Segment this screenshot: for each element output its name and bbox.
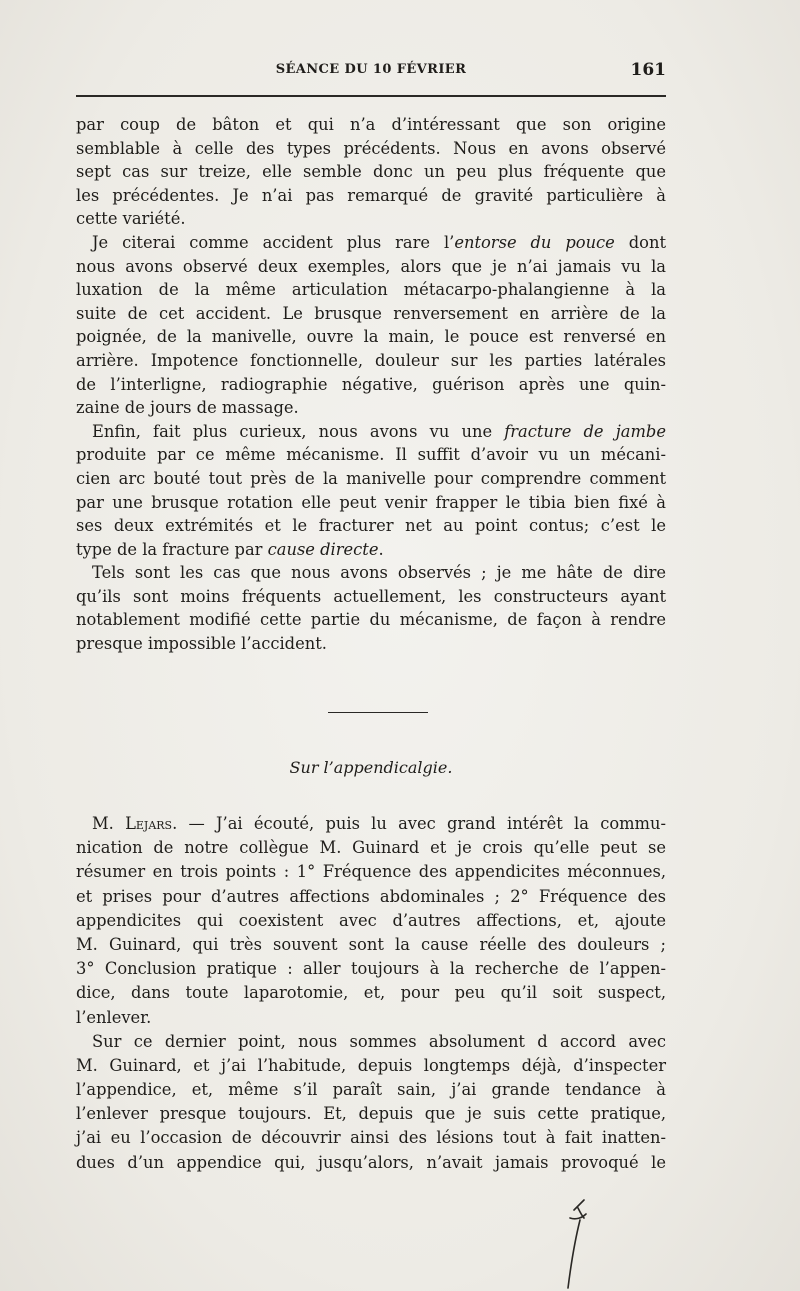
text-line: qu’ils sont moins fréquents actuellement, les constructeurs ayant (76, 586, 666, 606)
text-line: cien arc bouté tout près de la manivelle pour comprendre comment (76, 468, 666, 488)
text-line: M. Guinard, et j’ai l’habitude, depuis longtemps déjà, d’inspecter (76, 1055, 666, 1075)
text-line: arrière. Impotence fonctionnelle, douleur sur les parties latérales (76, 350, 666, 370)
text-line: ses deux extrémités et le fracturer net au point contus; c’est le (76, 516, 666, 536)
handwritten-mark (556, 1196, 596, 1291)
text-line: poignée, de la manivelle, ouvre la main, le pouce est renversé en (76, 327, 666, 347)
text-line (76, 538, 666, 562)
text-block-accidents (76, 113, 666, 656)
speaker-name: Lejars (125, 814, 173, 833)
section-separator (328, 712, 428, 713)
text-line: dues d’un appendice qui, jusqu’alors, n’avait jamais provoqué le (76, 1152, 666, 1172)
text-line: appendicites qui coexistent avec d’autres affections, et, ajoute (76, 910, 666, 930)
text-line: et prises pour d’autres affections abdominales ; 2° Fréquence des (76, 886, 666, 906)
text-line: par une brusque rotation elle peut venir frapper le tibia bien fixé à (76, 492, 666, 512)
emphasis-fracture-de-jambe: fracture de jambe (504, 421, 666, 441)
text-run: . (378, 539, 384, 559)
text-run: Je citerai comme accident plus rare l’ (92, 232, 455, 252)
text-line: sept cas sur treize, elle semble donc un peu plus fréquente que (76, 162, 666, 182)
text-line: suite de cet accident. Le brusque renversement en arrière de la (76, 303, 666, 323)
text-line: Sur ce dernier point, nous sommes absolument d accord avec (92, 1031, 666, 1051)
text-line (76, 231, 666, 255)
header-rule (76, 95, 666, 97)
text-run: type de la fracture par (76, 539, 268, 559)
text-line: semblable à celle des types précédents. Nous en avons observé (76, 138, 666, 158)
text-line: l’enlever presque toujours. Et, depuis que je suis cette pratique, (76, 1104, 666, 1124)
text-line: M. Guinard, qui très souvent sont la cause réelle des douleurs ; (76, 934, 666, 954)
text-line: luxation de la même articulation métacarpo-phalangienne à la (76, 280, 666, 300)
text-line: j’ai eu l’occasion de découvrir ainsi des lésions tout à fait inatten- (76, 1128, 666, 1148)
page-header (76, 60, 666, 82)
text-line: dice, dans toute laparotomie, et, pour peu qu’il soit suspect, (76, 983, 666, 1003)
running-title: SÉANCE DU 10 FÉVRIER (275, 62, 467, 77)
text-line: notablement modifié cette partie du mécanisme, de façon à rendre (76, 610, 666, 630)
text-line (76, 420, 666, 444)
text-block-lejars (76, 812, 666, 1175)
text-run: . — J’ai écouté, puis lu avec grand intérêt la commu- (172, 814, 666, 833)
text-line: nous avons observé deux exemples, alors que je n’ai jamais vu la (76, 256, 666, 276)
text-line: 3° Conclusion pratique : aller toujours à la recherche de l’appen- (76, 959, 666, 979)
text-line: l’appendice, et, même s’il paraît sain, j’ai grande tendance à (76, 1080, 666, 1100)
text-line: Tels sont les cas que nous avons observés ; je me hâte de dire (92, 563, 666, 583)
text-line: zaine de jours de massage. (76, 398, 299, 418)
text-run: Enfin, fait plus curieux, nous avons vu une (92, 421, 505, 441)
text-line: presque impossible l’accident. (76, 634, 327, 654)
text-line: produite par ce même mécanisme. Il suffit d’avoir vu un mécani- (76, 445, 666, 465)
text-line: de l’interligne, radiographie négative, guérison après une quin- (76, 374, 666, 394)
speaker-prefix: M. (92, 814, 126, 833)
text-line: nication de notre collègue M. Guinard et je crois qu’elle peut se (76, 838, 666, 858)
page-number: 161 (630, 60, 666, 80)
text-run: dont (614, 232, 666, 252)
text-line: résumer en trois points : 1° Fréquence des appendicites méconnues, (76, 862, 666, 882)
emphasis-entorse-du-pouce: entorse du pouce (454, 232, 615, 252)
emphasis-cause-directe: cause directe (267, 539, 379, 559)
text-line (76, 812, 666, 836)
text-line: les précédentes. Je n’ai pas remarqué de gravité particulière à (76, 185, 666, 205)
text-line: par coup de bâton et qui n’a d’intéressant que son origine (76, 115, 666, 134)
text-line: l’enlever. (76, 1007, 152, 1027)
text-line: cette variété. (76, 209, 186, 229)
section-title: Sur l’appendicalgie. (289, 758, 453, 777)
